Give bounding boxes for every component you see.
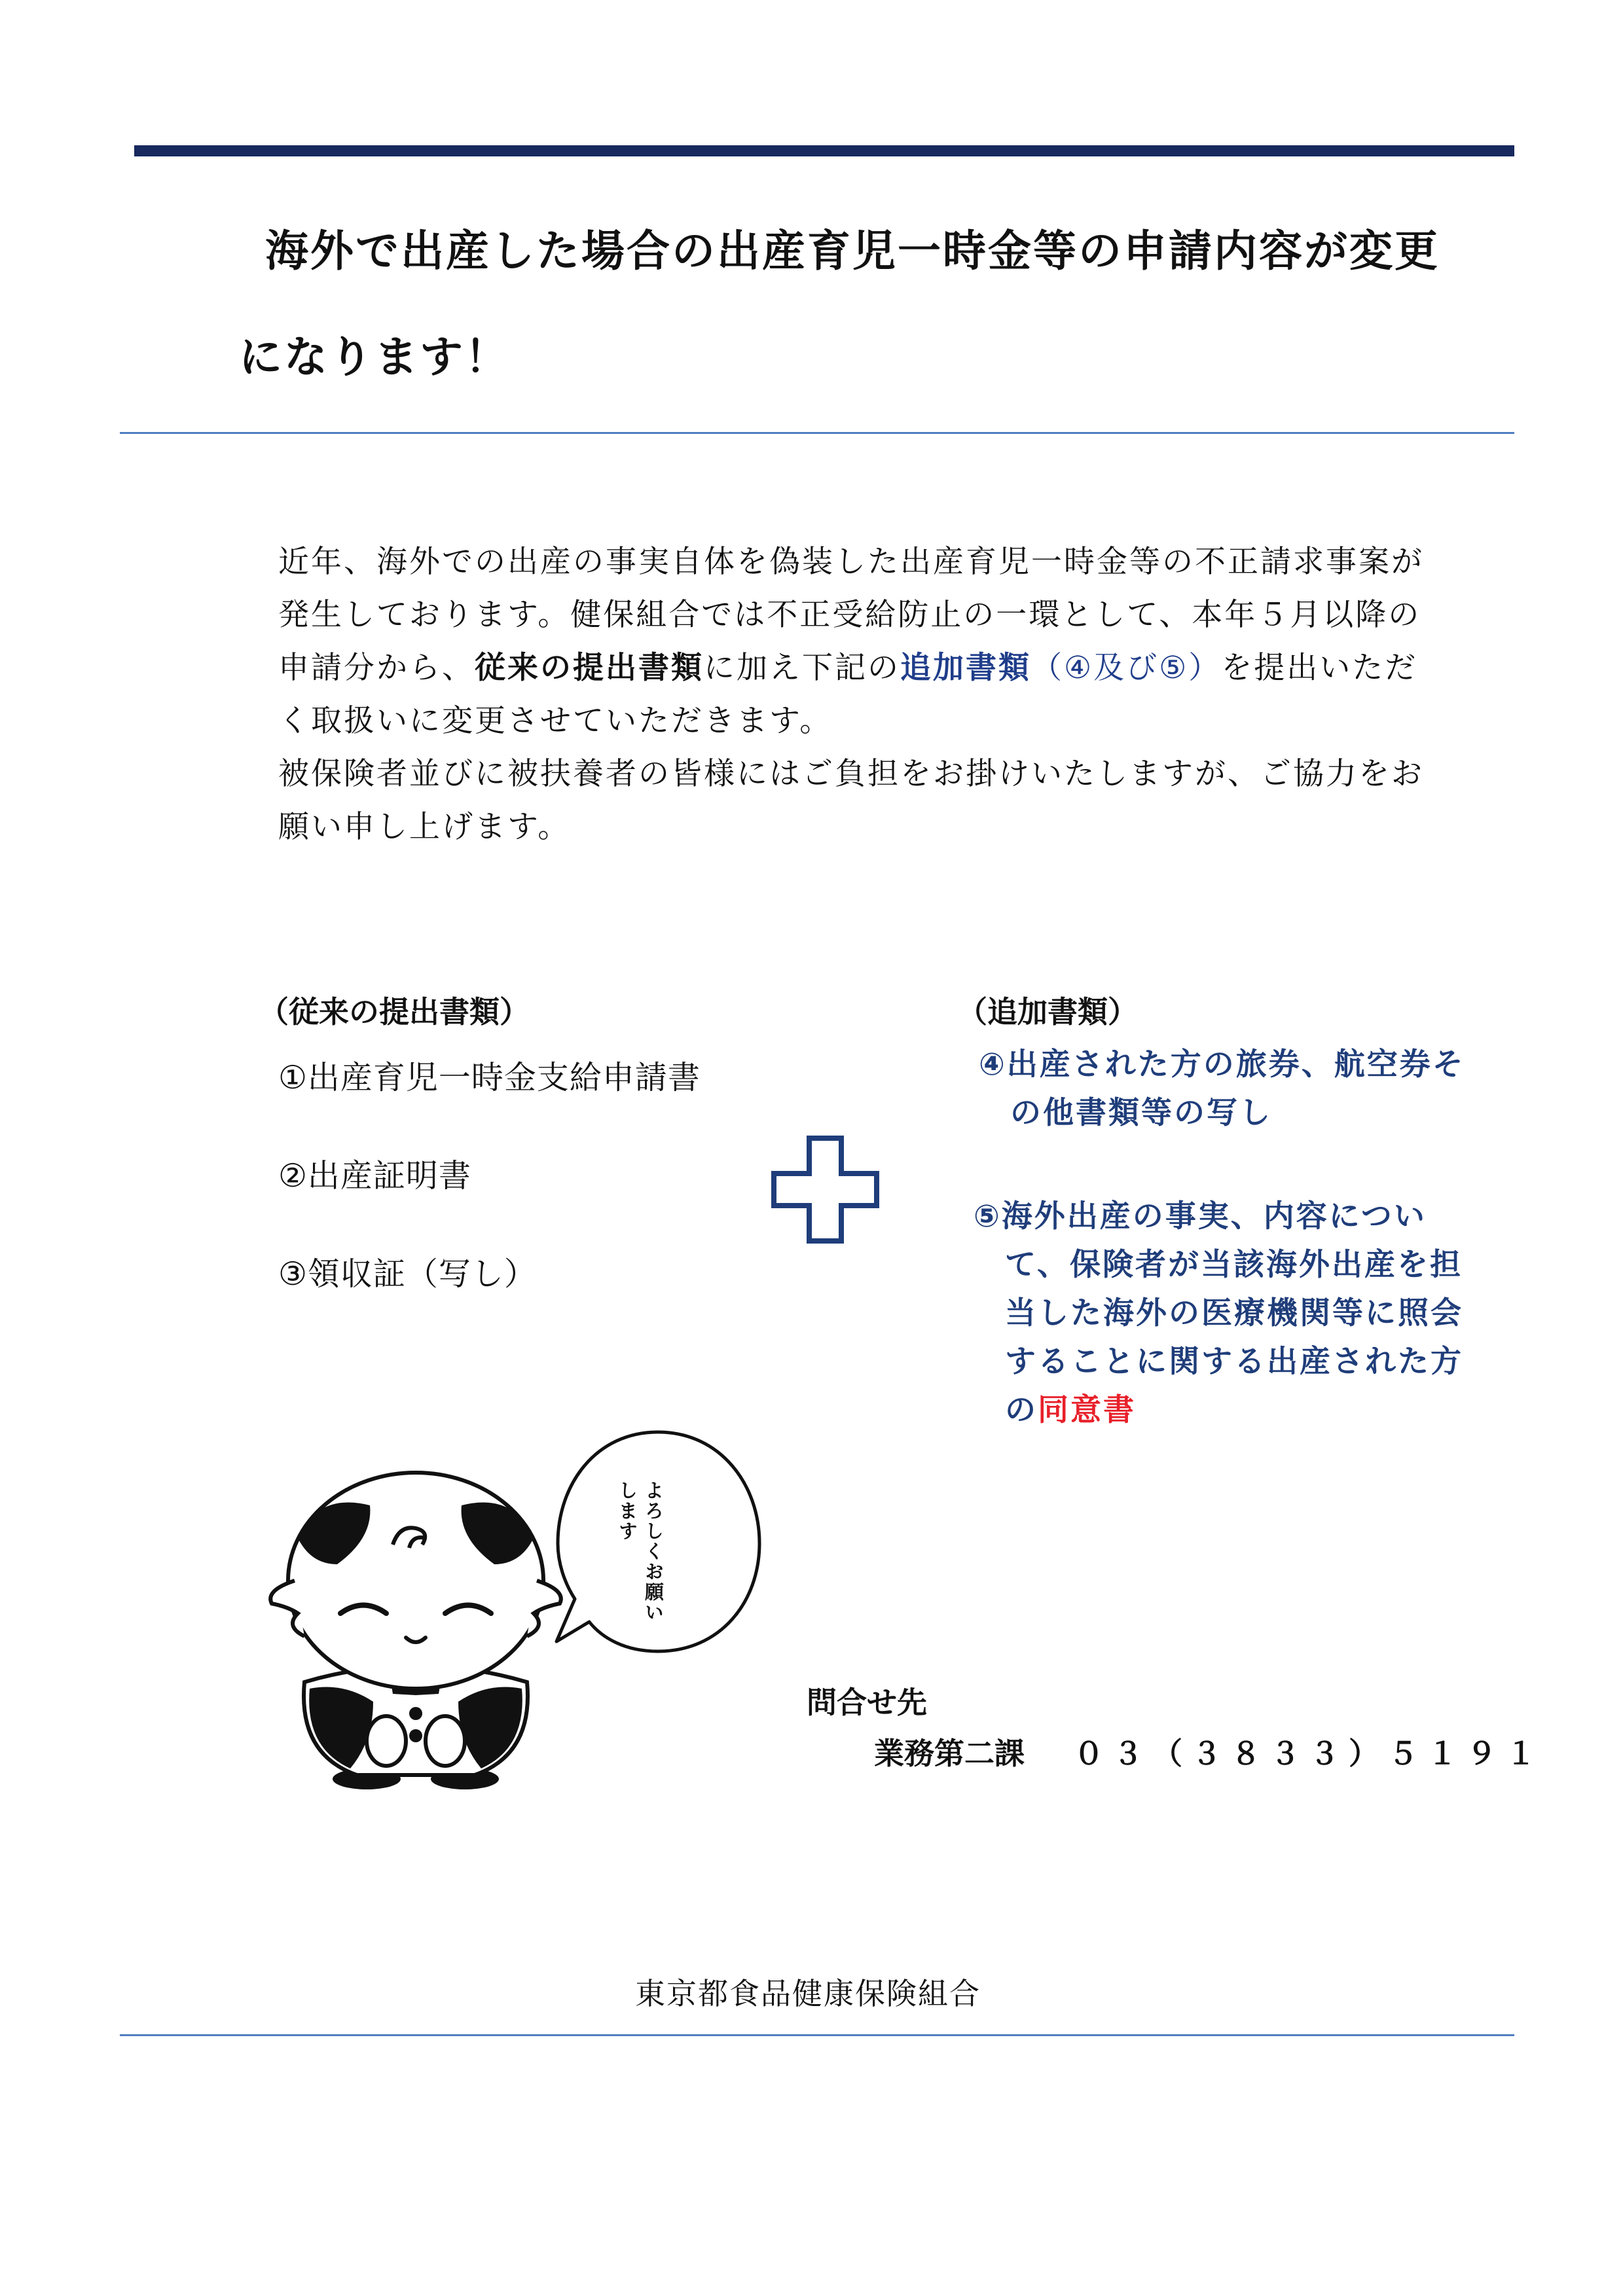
- page-title-line1: 海外で出産した場合の出産育児一時金等の申請内容が変更: [265, 226, 1440, 276]
- contact-department: 業務第二課: [874, 1736, 1025, 1771]
- existing-doc-1: ①出産育児一時金支給申請書: [278, 1059, 701, 1096]
- page-title-line2: になります！: [239, 332, 510, 382]
- additional-docs-emphasis: 追加書類: [900, 650, 1031, 686]
- existing-docs-heading: （従来の提出書類）: [259, 994, 530, 1030]
- consent-form-emphasis: 同意書: [1038, 1392, 1136, 1428]
- contact-label: 問合せ先: [807, 1685, 927, 1720]
- footer-organization: 東京都食品健康保険組合: [635, 1976, 981, 2011]
- additional-doc-5: ⑤海外出産の事実、内容について、保険者が当該海外出産を担当した海外の医療機関等に照会することに関する出産された方の同意書: [974, 1198, 1463, 1428]
- contact-phone: ０３（３８３３）５１９１: [1074, 1736, 1545, 1771]
- footer-divider: [120, 2034, 1514, 2036]
- intro-paragraph-1: 近年、海外での出産の事実自体を偽装した出産育児一時金等の不正請求事案が発生しております。健保組合では不正受給防止の一環として、本年５月以降の申請分から、従来の提出書類に加え下記の追加書類（④及び⑤）を提出いただく取扱いに変更させていただきます。: [278, 544, 1424, 739]
- title-divider: [120, 432, 1514, 434]
- bowing-mascot-icon: [259, 1466, 579, 1793]
- plus-cross-icon: [771, 1136, 879, 1244]
- intro-paragraph-2: 被保険者並びに被扶養者の皆様にはご負担をお掛けいたしますが、ご協力をお願い申し上げます。: [278, 756, 1424, 845]
- intro-text: [246, 535, 1444, 853]
- existing-doc-3: ③領収証（写し）: [278, 1255, 537, 1293]
- existing-doc-2: ②出産証明書: [278, 1157, 471, 1194]
- existing-docs-emphasis: 従来の提出書類: [475, 650, 704, 686]
- top-rule: [134, 145, 1514, 156]
- speech-bubble-text: よろしくお願いします: [616, 1480, 665, 1623]
- additional-doc-4: ④出産された方の旅券、航空券その他書類等の写し: [979, 1047, 1465, 1131]
- additional-docs-heading: （追加書類）: [957, 994, 1138, 1030]
